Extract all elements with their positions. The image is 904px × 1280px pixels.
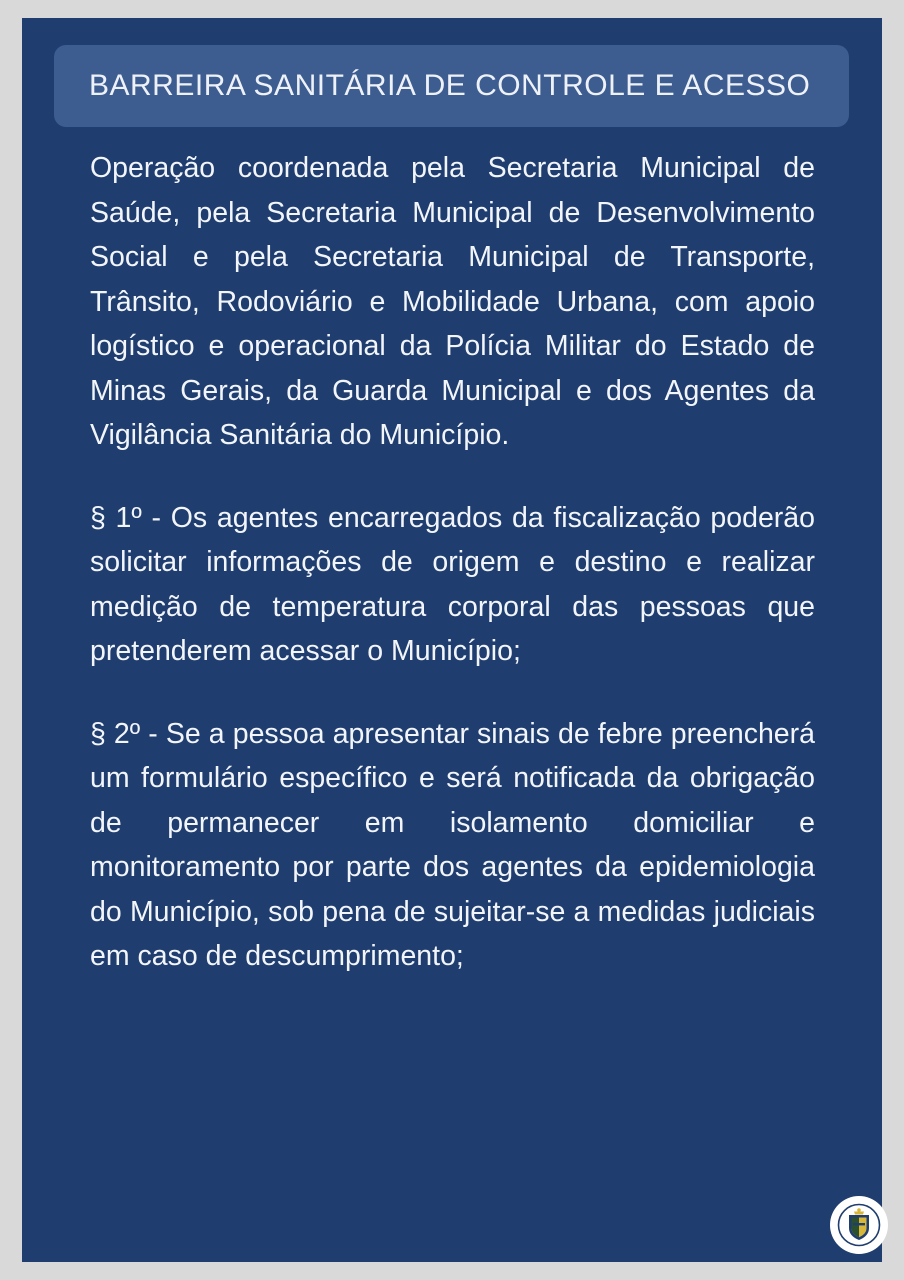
paragraph-paragrafo-2: § 2º - Se a pessoa apresentar sinais de febre preencherá um formulário específico e será notificada da obrigação de permanecer em isolamento domiciliar e monitoramento por parte dos agentes da epidemiologia do Município, sob pena de sujeitar-se a medidas judiciais em caso de descumprimento; — [90, 717, 815, 972]
municipal-coat-of-arms-icon — [830, 1196, 888, 1254]
crest-svg — [836, 1202, 882, 1248]
document-page — [22, 18, 882, 1262]
crest-circle — [830, 1196, 888, 1254]
page-title: BARREIRA SANITÁRIA DE CONTROLE E ACESSO — [89, 69, 811, 102]
document-body — [90, 146, 815, 979]
paragraph-paragrafo-1: § 1º - Os agentes encarregados da fiscalização poderão solicitar informações de origem e destino e realizar medição de temperatura corporal das pessoas que pretenderem acessar o Município; — [90, 501, 815, 667]
paragraph-intro: Operação coordenada pela Secretaria Municipal de Saúde, pela Secretaria Municipal de Desenvolvimento Social e pela Secretaria Municipal de Transporte, Trânsito, Rodoviário e Mobilidade Urbana, com apoio logístico e operacional da Polícia Militar do Estado de Minas Gerais, da Guarda Municipal e dos Agentes da Vigilância Sanitária do Município. — [90, 152, 815, 451]
document-title-bar — [54, 45, 849, 127]
